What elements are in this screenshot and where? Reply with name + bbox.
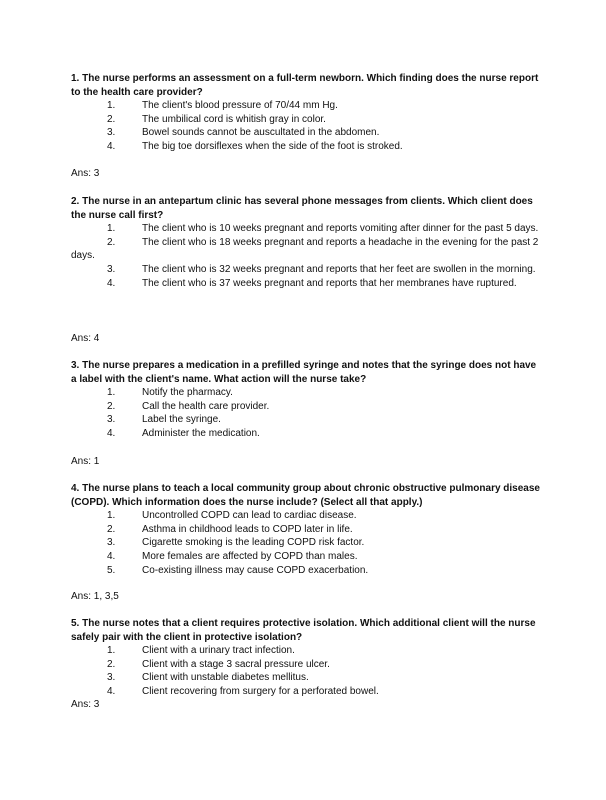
option-text: The client who is 32 weeks pregnant and reports that her feet are swollen in the morning.	[142, 263, 536, 275]
option-number: 4.	[107, 277, 116, 289]
option-text: Co-existing illness may cause COPD exacerbation.	[142, 564, 369, 576]
question-1	[71, 72, 541, 154]
option-number: 3.	[107, 414, 116, 426]
option-number: 1.	[107, 645, 116, 657]
question-1-text: 1. The nurse performs an assessment on a full-term newborn. Which finding does the nurse report to the health care provider?	[71, 73, 539, 98]
question-3-options	[71, 386, 541, 440]
option-3	[71, 413, 541, 427]
option-text: Cigarette smoking is the leading COPD risk factor.	[142, 537, 365, 549]
answer-4: Ans: 1, 3,5	[71, 591, 119, 602]
question-4-options	[71, 509, 541, 577]
option-3	[71, 263, 541, 277]
option-number: 4.	[107, 140, 116, 152]
option-2	[71, 523, 541, 537]
option-text: Client with unstable diabetes mellitus.	[142, 672, 309, 684]
option-4	[71, 550, 541, 564]
option-number: 1.	[107, 223, 116, 235]
option-number: 2.	[107, 523, 116, 535]
option-text: The client who is 10 weeks pregnant and reports vomiting after dinner for the past 5 days.	[142, 223, 539, 235]
option-number: 3.	[107, 127, 116, 139]
answer-3: Ans: 1	[71, 456, 100, 467]
option-number: 2.	[107, 113, 116, 125]
option-2	[71, 400, 541, 414]
option-number: 1.	[107, 510, 116, 522]
option-number: 3.	[107, 263, 116, 275]
option-4	[71, 140, 541, 154]
option-5	[71, 564, 541, 578]
option-3	[71, 671, 541, 685]
option-text: Administer the medication.	[142, 427, 260, 439]
option-4	[71, 685, 541, 699]
question-2-text: 2. The nurse in an antepartum clinic has several phone messages from clients. Which client does the nurse call first?	[71, 196, 533, 221]
option-number: 1.	[107, 100, 116, 112]
question-2-options	[71, 222, 541, 290]
option-number: 4.	[107, 685, 116, 697]
option-1	[71, 222, 541, 236]
option-text: Call the health care provider.	[142, 400, 270, 412]
option-text: The big toe dorsiflexes when the side of the foot is stroked.	[142, 140, 403, 152]
option-text: The client who is 37 weeks pregnant and reports that her membranes have ruptured.	[142, 277, 517, 289]
option-1	[71, 644, 541, 658]
option-2	[71, 113, 541, 127]
option-3	[71, 536, 541, 550]
option-text: The umbilical cord is whitish gray in color.	[142, 113, 326, 125]
option-1	[71, 99, 541, 113]
option-text: Uncontrolled COPD can lead to cardiac disease.	[142, 510, 357, 522]
answer-1: Ans: 3	[71, 168, 100, 179]
option-text: Asthma in childhood leads to COPD later in life.	[142, 523, 353, 535]
option-number: 1.	[107, 387, 116, 399]
question-5	[71, 617, 541, 699]
option-3	[71, 126, 541, 140]
option-1	[71, 509, 541, 523]
option-text: More females are affected by COPD than males.	[142, 550, 358, 562]
question-2	[71, 195, 541, 290]
option-text: Bowel sounds cannot be auscultated in the abdomen.	[142, 127, 380, 139]
option-text: Client with a stage 3 sacral pressure ulcer.	[142, 658, 330, 670]
option-number: 4.	[107, 427, 116, 439]
option-text: The client who is 18 weeks pregnant and reports a headache in the evening for the past 2 days.	[71, 236, 539, 262]
question-4	[71, 482, 541, 577]
question-3	[71, 359, 541, 441]
answer-5: Ans: 3	[71, 699, 100, 710]
option-number: 4.	[107, 550, 116, 562]
option-text: The client's blood pressure of 70/44 mm Hg.	[142, 100, 338, 112]
question-5-text: 5. The nurse notes that a client requires protective isolation. Which additional client will the nurse safely pair with the client in protective isolation?	[71, 618, 536, 643]
option-number: 2.	[107, 658, 116, 670]
question-5-options	[71, 644, 541, 698]
option-text: Client with a urinary tract infection.	[142, 645, 295, 657]
option-2	[71, 658, 541, 672]
question-3-text: 3. The nurse prepares a medication in a prefilled syringe and notes that the syringe does not have a label with the client's name. What action will the nurse take?	[71, 360, 537, 385]
option-4	[71, 427, 541, 441]
option-text: Notify the pharmacy.	[142, 387, 233, 399]
option-2	[71, 236, 541, 263]
option-number: 3.	[107, 537, 116, 549]
question-1-options	[71, 99, 541, 153]
option-1	[71, 386, 541, 400]
option-text: Client recovering from surgery for a perforated bowel.	[142, 685, 379, 697]
answer-2: Ans: 4	[71, 333, 100, 344]
option-number: 3.	[107, 672, 116, 684]
question-4-text: 4. The nurse plans to teach a local community group about chronic obstructive pulmonary disease (COPD). Which information does the nurse include? (Select all that apply.)	[71, 483, 540, 508]
option-number: 2.	[107, 236, 116, 248]
option-4	[71, 277, 541, 291]
option-number: 2.	[107, 400, 116, 412]
option-text: Label the syringe.	[142, 414, 221, 426]
option-number: 5.	[107, 564, 116, 576]
